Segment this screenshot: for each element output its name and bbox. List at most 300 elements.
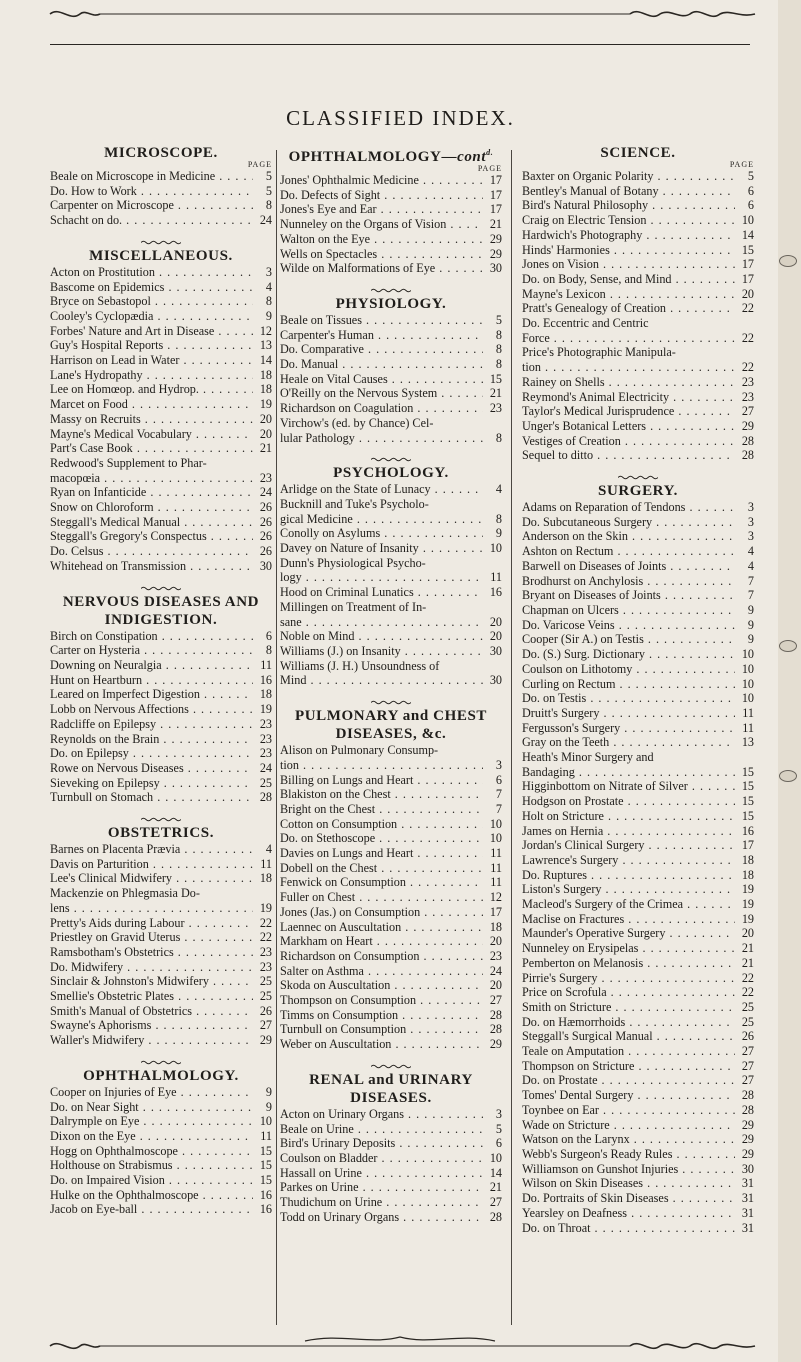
entry-page-number: 15 <box>741 779 754 794</box>
entry-title: Do. on Body, Sense, and Mind . . . <box>522 272 735 287</box>
entry-title: Ramsbotham's Obstetrics . . . <box>50 945 253 960</box>
entry-title: Thompson on Stricture . . . <box>522 1059 735 1074</box>
index-entry <box>50 1144 272 1159</box>
index-entry <box>280 890 502 905</box>
entry-page-number: 10 <box>741 691 754 706</box>
entry-title: Davis on Parturition . . . <box>50 857 253 872</box>
index-entry <box>522 1221 754 1236</box>
entry-title: Price on Scrofula . . . <box>522 985 735 1000</box>
entry-page-number: 23 <box>741 389 754 404</box>
entry-title: Jordan's Clinical Surgery . . . <box>522 838 735 853</box>
index-entry <box>50 213 272 228</box>
entry-title: Fergusson's Surgery . . . <box>522 721 735 736</box>
entry-title: Whitehead on Transmission . . . <box>50 559 253 574</box>
entry-title: Webb's Surgeon's Ready Rules . . . <box>522 1147 735 1162</box>
entry-title: Do. Midwifery . . . <box>50 960 253 975</box>
index-entry <box>522 1162 754 1177</box>
entry-page-number: 22 <box>741 360 754 375</box>
index-entry <box>50 643 272 658</box>
index-entry <box>522 1206 754 1221</box>
entry-page-number: 24 <box>259 213 272 228</box>
entry-title: Pirrie's Surgery . . . <box>522 971 735 986</box>
index-entry <box>50 989 272 1004</box>
index-entry <box>522 434 754 449</box>
index-entry <box>280 659 502 674</box>
entry-page-number: 18 <box>489 919 502 934</box>
section-title: MISCELLANEOUS. <box>89 247 233 264</box>
entry-title: Acton on Urinary Organs . . . <box>280 1107 483 1122</box>
entry-title: Dobell on the Chest . . . <box>280 861 483 876</box>
index-entry <box>280 787 502 802</box>
entry-title: Priestley on Gravid Uterus . . . <box>50 930 253 945</box>
entry-title: Do. Portraits of Skin Diseases . . . <box>522 1191 735 1206</box>
entry-page-number: 28 <box>259 790 272 805</box>
entry-page-number: 19 <box>259 397 272 412</box>
index-entry <box>50 732 272 747</box>
index-entry <box>280 1151 502 1166</box>
entry-title: Higginbottom on Nitrate of Silver . . . <box>522 779 735 794</box>
entry-title: Redwood's Supplement to Phar- <box>50 455 207 470</box>
index-entry <box>522 809 754 824</box>
index-entry <box>50 790 272 805</box>
entry-title: Jones (Jas.) on Consumption . . . <box>280 905 483 920</box>
entry-title: Macleod's Surgery of the Crimea . . . <box>522 897 735 912</box>
entry-title: tion . . . <box>522 360 735 375</box>
entry-title: Toynbee on Ear . . . <box>522 1103 735 1118</box>
index-entry <box>280 1195 502 1210</box>
section-divider-ornament <box>141 240 181 245</box>
entry-page-number: 28 <box>489 1209 502 1224</box>
index-entry <box>522 721 754 736</box>
index-entry <box>50 1085 272 1100</box>
section-gap <box>50 1048 272 1056</box>
index-entry <box>50 471 272 486</box>
index-entry <box>50 515 272 530</box>
index-entry <box>522 198 754 213</box>
entry-page-number: 4 <box>495 482 502 497</box>
entry-page-number: 14 <box>741 227 754 242</box>
entry-title: Teale on Amputation . . . <box>522 1044 735 1059</box>
index-entry <box>50 368 272 383</box>
index-entry <box>50 761 272 776</box>
entry-page-number: 20 <box>489 978 502 993</box>
entry-page-number: 22 <box>741 970 754 985</box>
index-column-1 <box>50 140 272 1217</box>
index-entry <box>280 1008 502 1023</box>
index-entry <box>522 868 754 883</box>
entry-page-number: 9 <box>265 308 272 323</box>
entry-title: Mackenzie on Phlegmasia Do- <box>50 886 200 901</box>
index-entry <box>522 500 754 515</box>
index-entry <box>280 673 502 688</box>
index-entry <box>50 960 272 975</box>
entry-title: Jones' Ophthalmic Medicine . . . <box>280 173 483 188</box>
section-title: NERVOUS DISEASES AND INDIGESTION. <box>62 593 260 628</box>
entry-title: logy . . . <box>280 570 483 585</box>
entry-page-number: 24 <box>259 760 272 775</box>
entry-title: Hogg on Ophthalmoscope . . . <box>50 1144 253 1159</box>
entry-page-number: 20 <box>489 614 502 629</box>
entry-title: James on Hernia . . . <box>522 824 735 839</box>
entry-title: Lane's Hydropathy . . . <box>50 368 253 383</box>
index-entry <box>50 1202 272 1217</box>
index-entry <box>280 401 502 416</box>
index-entry <box>522 404 754 419</box>
index-entry <box>50 294 272 309</box>
index-entry <box>522 529 754 544</box>
entry-title: Heath's Minor Surgery and <box>522 750 654 765</box>
entry-title: Bright on the Chest . . . <box>280 802 483 817</box>
entry-page-number: 21 <box>489 217 502 232</box>
entry-title: Parkes on Urine . . . <box>280 1180 483 1195</box>
entry-title: Vestiges of Creation . . . <box>522 434 735 449</box>
entry-page-number: 27 <box>741 1073 754 1088</box>
entry-page-number: 14 <box>259 353 272 368</box>
entry-page-number: 22 <box>741 330 754 345</box>
index-entry <box>50 324 272 339</box>
entry-title: Lawrence's Surgery . . . <box>522 853 735 868</box>
index-entry <box>280 993 502 1008</box>
entry-title: Harrison on Lead in Water . . . <box>50 353 253 368</box>
entry-title: Price's Photographic Manipula- <box>522 345 676 360</box>
index-entry <box>50 930 272 945</box>
entry-page-number: 15 <box>489 371 502 386</box>
index-entry <box>50 1129 272 1144</box>
entry-title: Adams on Reparation of Tendons . . . <box>522 500 735 515</box>
entry-page-number: 8 <box>265 643 272 658</box>
entry-page-number: 14 <box>489 1165 502 1180</box>
entry-title: Coulson on Bladder . . . <box>280 1151 483 1166</box>
entry-title: Williams (J.) on Insanity . . . <box>280 644 483 659</box>
index-entry <box>522 1059 754 1074</box>
entry-title: Beale on Tissues . . . <box>280 313 483 328</box>
entry-page-number: 11 <box>490 570 502 585</box>
entry-title: Coulson on Lithotomy . . . <box>522 662 735 677</box>
entry-page-number: 11 <box>742 705 754 720</box>
entry-page-number: 8 <box>495 511 502 526</box>
entry-page-number: 23 <box>259 959 272 974</box>
index-entry <box>522 228 754 243</box>
entry-page-number: 30 <box>489 673 502 688</box>
index-entry <box>522 360 754 375</box>
entry-page-number: 30 <box>489 261 502 276</box>
entry-title: Curling on Rectum . . . <box>522 677 735 692</box>
index-entry <box>522 331 754 346</box>
entry-page-number: 27 <box>741 404 754 419</box>
index-entry <box>50 629 272 644</box>
entry-title: Thudichum on Urine . . . <box>280 1195 483 1210</box>
entry-title: Walton on the Eye . . . <box>280 232 483 247</box>
section-gap <box>522 463 754 471</box>
entry-page-number: 18 <box>259 871 272 886</box>
index-entry <box>522 926 754 941</box>
entry-title: Mind . . . <box>280 673 483 688</box>
entry-page-number: 16 <box>259 672 272 687</box>
index-entry <box>50 198 272 213</box>
entry-page-number: 18 <box>741 852 754 867</box>
index-entry <box>50 746 272 761</box>
section-title: MICROSCOPE. <box>104 145 218 161</box>
entry-title: Bryce on Sebastopol . . . <box>50 294 253 309</box>
entry-page-number: 11 <box>490 875 502 890</box>
page-title: CLASSIFIED INDEX. <box>286 106 515 131</box>
index-entry <box>280 313 502 328</box>
edge-mark <box>779 255 797 267</box>
index-entry <box>50 901 272 916</box>
index-entry <box>50 500 272 515</box>
index-entry <box>280 644 502 659</box>
index-entry <box>280 570 502 585</box>
index-entry <box>522 838 754 853</box>
entry-page-number: 19 <box>259 900 272 915</box>
entry-page-number: 3 <box>747 500 754 515</box>
entry-title: Watson on the Larynx . . . <box>522 1132 735 1147</box>
entry-title: Virchow's (ed. by Chance) Cel- <box>280 415 434 430</box>
index-entry <box>522 257 754 272</box>
entry-title: Do. on Throat . . . <box>522 1221 735 1236</box>
entry-page-number: 23 <box>259 716 272 731</box>
index-entry <box>50 529 272 544</box>
entry-page-number: 27 <box>741 1044 754 1059</box>
entry-page-number: 17 <box>741 257 754 272</box>
index-entry <box>522 1000 754 1015</box>
index-entry <box>522 882 754 897</box>
index-entry <box>522 632 754 647</box>
entry-title: Noble on Mind . . . <box>280 629 483 644</box>
entry-page-number: 30 <box>259 558 272 573</box>
index-entry <box>522 301 754 316</box>
entry-title: Smith's Manual of Obstetrics . . . <box>50 1004 253 1019</box>
entry-page-number: 26 <box>741 1029 754 1044</box>
entry-title: Anderson on the Skin . . . <box>522 529 735 544</box>
entry-page-number: 16 <box>741 823 754 838</box>
index-entry <box>522 677 754 692</box>
section-title: SURGERY. <box>598 483 678 500</box>
entry-title: Tomes' Dental Surgery . . . <box>522 1088 735 1103</box>
index-entry <box>522 853 754 868</box>
entry-title: Do. Manual . . . <box>280 357 483 372</box>
entry-page-number: 17 <box>489 187 502 202</box>
index-entry <box>50 1114 272 1129</box>
entry-page-number: 3 <box>265 264 272 279</box>
index-entry <box>280 802 502 817</box>
index-entry <box>50 338 272 353</box>
index-entry <box>280 743 502 758</box>
entry-title: sane . . . <box>280 615 483 630</box>
entry-page-number: 28 <box>741 433 754 448</box>
index-entry <box>280 905 502 920</box>
entry-page-number: 15 <box>741 808 754 823</box>
index-entry <box>280 1037 502 1052</box>
index-entry <box>522 243 754 258</box>
index-entry <box>522 544 754 559</box>
index-entry <box>50 309 272 324</box>
index-entry <box>522 971 754 986</box>
entry-title: Waller's Midwifery . . . <box>50 1033 253 1048</box>
index-entry <box>280 861 502 876</box>
entry-title: Heale on Vital Causes . . . <box>280 372 483 387</box>
entry-title: Reymond's Animal Electricity . . . <box>522 390 735 405</box>
index-entry <box>280 173 502 188</box>
entry-title: Carpenter's Human . . . <box>280 328 483 343</box>
index-entry <box>522 603 754 618</box>
index-entry <box>50 412 272 427</box>
entry-page-number: 19 <box>741 911 754 926</box>
entry-page-number: 3 <box>495 757 502 772</box>
index-entry <box>280 1022 502 1037</box>
entry-page-number: 22 <box>259 915 272 930</box>
entry-title: Carter on Hysteria . . . <box>50 643 253 658</box>
entry-title: Timms on Consumption . . . <box>280 1008 483 1023</box>
entry-page-number: 16 <box>489 585 502 600</box>
entry-page-number: 22 <box>741 985 754 1000</box>
entry-title: Davey on Nature of Insanity . . . <box>280 541 483 556</box>
page-column-heading: PAGE <box>477 164 502 173</box>
entry-page-number: 25 <box>741 1014 754 1029</box>
entry-page-number: 21 <box>489 386 502 401</box>
entry-title: lular Pathology . . . <box>280 431 483 446</box>
entry-title: Wells on Spectacles . . . <box>280 247 483 262</box>
entry-page-number: 8 <box>265 294 272 309</box>
entry-page-number: 31 <box>741 1176 754 1191</box>
entry-title: Rowe on Nervous Diseases . . . <box>50 761 253 776</box>
entry-page-number: 18 <box>741 867 754 882</box>
entry-page-number: 20 <box>489 629 502 644</box>
entry-page-number: 29 <box>489 1037 502 1052</box>
entry-page-number: 27 <box>259 1018 272 1033</box>
section-title: OBSTETRICS. <box>107 825 215 842</box>
entry-page-number: 7 <box>747 588 754 603</box>
entry-title: Hunt on Heartburn . . . <box>50 673 253 688</box>
entry-page-number: 10 <box>741 676 754 691</box>
entry-title: Guy's Hospital Reports . . . <box>50 338 253 353</box>
entry-title: Beale on Urine . . . <box>280 1122 483 1137</box>
index-entry <box>50 857 272 872</box>
index-entry <box>280 1136 502 1151</box>
entry-title: Fenwick on Consumption . . . <box>280 875 483 890</box>
entry-title: Schacht on do. . . . <box>50 213 253 228</box>
index-entry <box>522 897 754 912</box>
index-entry <box>522 574 754 589</box>
entry-title: Taylor's Medical Jurisprudence . . . <box>522 404 735 419</box>
entry-title: Do. Varicose Veins . . . <box>522 618 735 633</box>
entry-page-number: 30 <box>741 1161 754 1176</box>
entry-title: Smith on Stricture . . . <box>522 1000 735 1015</box>
entry-title: Jacob on Eye-ball . . . <box>50 1202 253 1217</box>
entry-page-number: 9 <box>747 632 754 647</box>
index-entry <box>280 846 502 861</box>
entry-page-number: 7 <box>495 787 502 802</box>
entry-page-number: 4 <box>747 558 754 573</box>
section-title: RENAL and URINARY DISEASES. <box>309 1071 473 1106</box>
index-entry <box>522 419 754 434</box>
index-entry <box>50 1100 272 1115</box>
index-entry <box>50 184 272 199</box>
entry-page-number: 15 <box>741 764 754 779</box>
index-entry <box>280 386 502 401</box>
index-entry <box>522 765 754 780</box>
index-entry <box>522 824 754 839</box>
index-entry <box>280 357 502 372</box>
entry-title: Weber on Auscultation . . . <box>280 1037 483 1052</box>
index-entry <box>280 585 502 600</box>
entry-page-number: 11 <box>260 856 272 871</box>
entry-page-number: 18 <box>259 367 272 382</box>
entry-title: Beale on Microscope in Medicine . . . <box>50 169 253 184</box>
entry-page-number: 13 <box>741 735 754 750</box>
entry-title: Sieveking on Epilepsy . . . <box>50 776 253 791</box>
entry-title: Richardson on Coagulation . . . <box>280 401 483 416</box>
entry-page-number: 7 <box>495 801 502 816</box>
entry-page-number: 6 <box>495 1136 502 1151</box>
index-entry <box>522 794 754 809</box>
entry-title: Pemberton on Melanosis . . . <box>522 956 735 971</box>
entry-title: lens . . . <box>50 901 253 916</box>
entry-title: Jones on Vision . . . <box>522 257 735 272</box>
entry-page-number: 29 <box>489 246 502 261</box>
entry-title: Brodhurst on Anchylosis . . . <box>522 574 735 589</box>
entry-page-number: 23 <box>259 944 272 959</box>
entry-title: Maclise on Fractures . . . <box>522 912 735 927</box>
index-entry <box>280 541 502 556</box>
entry-title: Do. on Testis . . . <box>522 691 735 706</box>
index-entry <box>522 375 754 390</box>
entry-title: Sinclair & Johnston's Midwifery . . . <box>50 974 253 989</box>
index-entry <box>280 1122 502 1137</box>
index-entry <box>50 886 272 901</box>
index-entry <box>280 978 502 993</box>
entry-page-number: 22 <box>741 301 754 316</box>
entry-title: Pretty's Aids during Labour . . . <box>50 916 253 931</box>
entry-title: Sequel to ditto . . . <box>522 448 735 463</box>
index-entry <box>50 1158 272 1173</box>
entry-title: Hodgson on Prostate . . . <box>522 794 735 809</box>
index-entry <box>280 875 502 890</box>
entry-page-number: 25 <box>741 999 754 1014</box>
index-entry <box>522 691 754 706</box>
entry-page-number: 29 <box>741 418 754 433</box>
top-rule <box>50 44 750 45</box>
entry-title: Laennec on Auscultation . . . <box>280 920 483 935</box>
entry-page-number: 9 <box>495 526 502 541</box>
entry-page-number: 9 <box>265 1084 272 1099</box>
entry-title: Cooper (Sir A.) on Testis . . . <box>522 632 735 647</box>
entry-title: Mayne's Lexicon . . . <box>522 287 735 302</box>
index-entry <box>522 287 754 302</box>
entry-title: macopœia . . . <box>50 471 253 486</box>
index-entry <box>50 702 272 717</box>
entry-page-number: 17 <box>489 904 502 919</box>
index-entry <box>280 758 502 773</box>
index-entry <box>522 1088 754 1103</box>
entry-title: Do. Comparative . . . <box>280 342 483 357</box>
section-gap <box>280 276 502 284</box>
index-entry <box>280 629 502 644</box>
entry-title: Pratt's Genealogy of Creation . . . <box>522 301 735 316</box>
entry-title: Acton on Prostitution . . . <box>50 265 253 280</box>
entry-page-number: 6 <box>747 183 754 198</box>
section-title: OPHTHALMOLOGY. <box>83 1067 239 1084</box>
page-column-heading: PAGE <box>729 160 754 169</box>
index-entry <box>522 316 754 331</box>
entry-page-number: 28 <box>741 1102 754 1117</box>
index-entry <box>522 1176 754 1191</box>
entry-title: Barwell on Diseases of Joints . . . <box>522 559 735 574</box>
section-gap <box>280 688 502 696</box>
index-entry <box>522 779 754 794</box>
index-entry <box>280 202 502 217</box>
index-entry <box>522 941 754 956</box>
